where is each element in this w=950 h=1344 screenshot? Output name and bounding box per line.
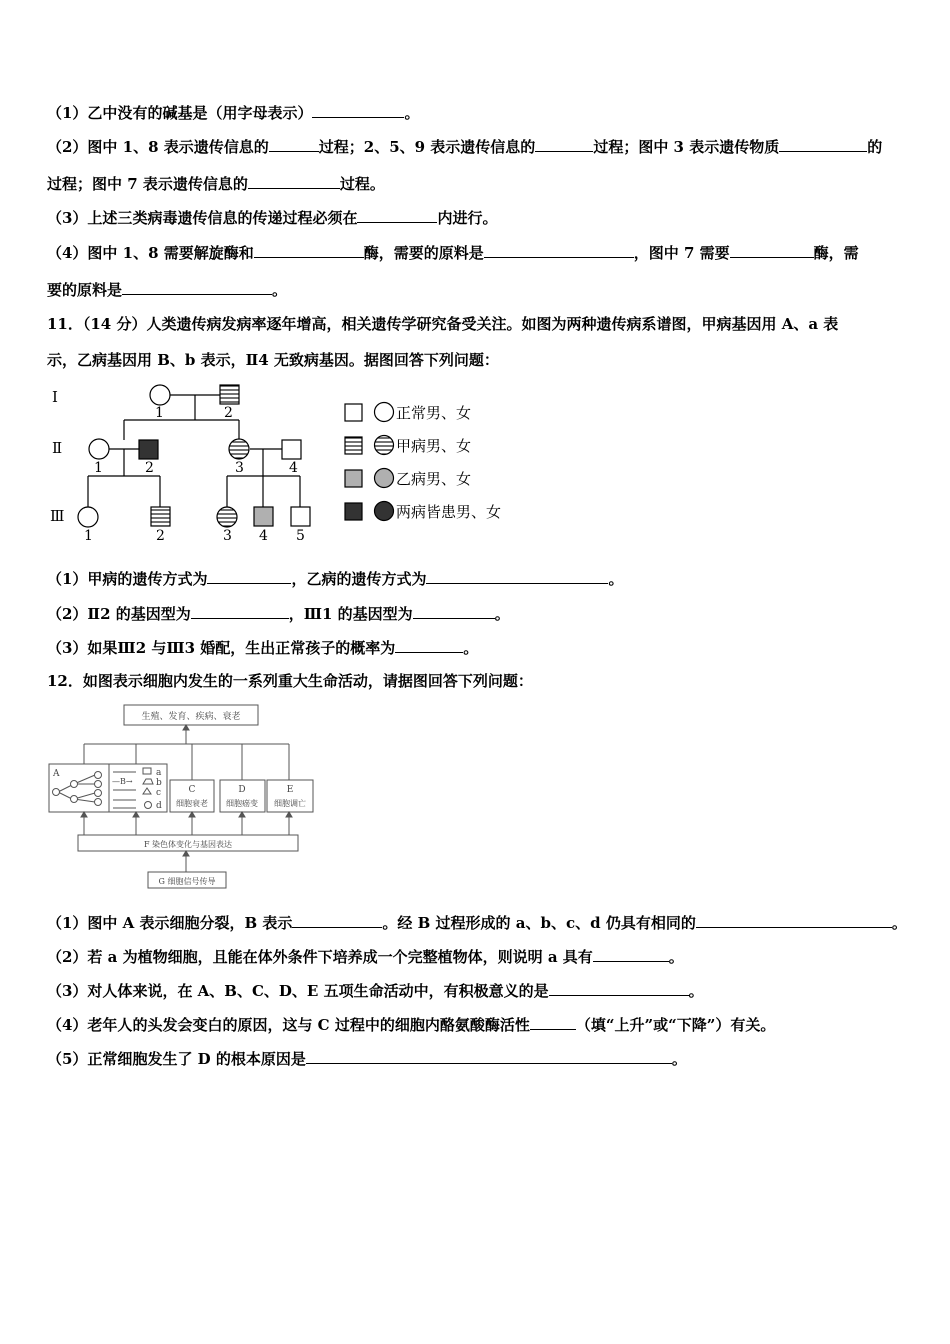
answer-blank[interactable] bbox=[730, 242, 814, 258]
pedigree-number: 4 bbox=[289, 460, 298, 476]
q10-line-5: （4）图中 1、8 需要解旋酶和 酶，需要的原料是 ，图中 7 需要 酶，需 bbox=[47, 244, 859, 262]
pedigree-number: 2 bbox=[145, 460, 154, 476]
generation-label-II: Ⅱ bbox=[52, 439, 63, 457]
q10-line-3: 过程；图中 7 表示遗传信息的 过程。 bbox=[47, 175, 385, 193]
answer-blank[interactable] bbox=[357, 207, 437, 223]
pedigree-number: 4 bbox=[259, 528, 268, 544]
answer-blank[interactable] bbox=[207, 568, 291, 584]
cell-activity-diagram bbox=[46, 702, 321, 890]
q10-line-6: 要的原料是 。 bbox=[47, 281, 288, 299]
diagram-G-label: G 细胞信号传导 bbox=[158, 877, 216, 886]
diagram-C-text: 细胞衰老 bbox=[176, 799, 208, 808]
pedigree-number: 1 bbox=[84, 528, 93, 544]
pedigree-number: 5 bbox=[296, 528, 305, 544]
diagram-item-b: b bbox=[156, 778, 162, 788]
answer-blank[interactable] bbox=[535, 136, 593, 152]
diagram-D-text: 细胞癌变 bbox=[226, 799, 258, 808]
answer-blank[interactable] bbox=[779, 136, 867, 152]
q11-sub-3: （3）如果Ⅲ2 与Ⅲ3 婚配，生出正常孩子的概率为 。 bbox=[47, 639, 479, 657]
pedigree-III4-yi-male bbox=[254, 507, 273, 526]
diagram-E-letter: E bbox=[286, 785, 294, 795]
answer-blank[interactable] bbox=[254, 242, 364, 258]
pedigree-III5-normal-male bbox=[291, 507, 310, 526]
diagram-item-d: d bbox=[156, 801, 162, 811]
pedigree-III3-jia-female bbox=[217, 507, 237, 527]
diagram-C-letter: C bbox=[188, 785, 196, 795]
pedigree-I1-normal-female bbox=[150, 385, 170, 405]
answer-blank[interactable] bbox=[312, 102, 404, 118]
q12-sub-3: （3）对人体来说，在 A、B、C、D、E 五项生命活动中，有积极意义的是 。 bbox=[47, 982, 704, 1000]
q10-line-2: （2）图中 1、8 表示遗传信息的 过程；2、5、9 表示遗传信息的 过程；图中 3 表示遗传物质 的 bbox=[47, 138, 883, 156]
pedigree-II2-both-male bbox=[139, 440, 158, 459]
q12-heading: 12．如图表示细胞内发生的一系列重大生命活动，请据图回答下列问题： bbox=[47, 672, 533, 690]
q12-sub-5: （5）正常细胞发生了 D 的根本原因是 。 bbox=[47, 1050, 687, 1068]
answer-blank[interactable] bbox=[530, 1014, 576, 1030]
legend-normal: 正常男、女 bbox=[396, 404, 472, 422]
answer-blank[interactable] bbox=[484, 242, 634, 258]
generation-label-III: Ⅲ bbox=[50, 507, 65, 525]
answer-blank[interactable] bbox=[549, 980, 689, 996]
answer-blank[interactable] bbox=[413, 603, 495, 619]
answer-blank[interactable] bbox=[306, 1048, 672, 1064]
pedigree-chart bbox=[40, 380, 540, 550]
diagram-top-label: 生殖、发育、疾病、衰老 bbox=[141, 712, 241, 722]
pedigree-number: 2 bbox=[224, 405, 233, 421]
answer-blank[interactable] bbox=[395, 637, 463, 653]
answer-blank[interactable] bbox=[122, 279, 272, 295]
answer-blank[interactable] bbox=[426, 568, 608, 584]
q12-sub-1: （1）图中 A 表示细胞分裂，B 表示 。经 B 过程形成的 a、b、c、d 仍具有相同的 。 bbox=[47, 914, 907, 932]
pedigree-number: 1 bbox=[94, 460, 103, 476]
diagram-E-text: 细胞调亡 bbox=[274, 799, 306, 808]
answer-blank[interactable] bbox=[292, 912, 382, 928]
diagram-D-letter: D bbox=[238, 785, 246, 795]
pedigree-number: 1 bbox=[155, 405, 164, 421]
answer-blank[interactable] bbox=[248, 173, 340, 189]
q11-sub-1: （1）甲病的遗传方式为 ，乙病的遗传方式为 。 bbox=[47, 570, 624, 588]
legend-yi: 乙病男、女 bbox=[396, 470, 472, 488]
q11-heading-1: 11．（14 分）人类遗传病发病率逐年增高，相关遗传学研究备受关注。如图为两种遗传病系谱图，甲病基因用 A、a 表 bbox=[47, 315, 839, 333]
pedigree-II3-jia-female bbox=[229, 439, 249, 459]
pedigree-I2-jia-male bbox=[220, 385, 239, 404]
legend-both: 两病皆患男、女 bbox=[396, 503, 502, 521]
q11-sub-2: （2）Ⅱ2 的基因型为 ，Ⅲ1 的基因型为 。 bbox=[47, 605, 510, 623]
answer-blank[interactable] bbox=[191, 603, 289, 619]
answer-blank[interactable] bbox=[696, 912, 892, 928]
diagram-item-c: c bbox=[156, 788, 162, 798]
generation-label-I: Ⅰ bbox=[52, 388, 58, 406]
pedigree-legend bbox=[345, 403, 501, 522]
pedigree-II1-normal-female bbox=[89, 439, 109, 459]
q12-sub-4: （4）老年人的头发会变白的原因，这与 C 过程中的细胞内酪氨酸酶活性 （填“上升”或“下降”）有关。 bbox=[47, 1016, 776, 1034]
diagram-B-label: —B→ bbox=[112, 777, 133, 786]
pedigree-number: 3 bbox=[235, 460, 244, 476]
pedigree-number: 3 bbox=[223, 528, 232, 544]
legend-jia: 甲病男、女 bbox=[396, 437, 472, 455]
pedigree-II4-normal-male bbox=[282, 440, 301, 459]
pedigree-III2-jia-male bbox=[151, 507, 170, 526]
diagram-F-label: F 染色体变化与基因表达 bbox=[143, 840, 233, 849]
q12-sub-2: （2）若 a 为植物细胞，且能在体外条件下培养成一个完整植物体，则说明 a 具有 。 bbox=[47, 948, 684, 966]
q10-line-1: （1）乙中没有的碱基是（用字母表示） 。 bbox=[47, 104, 420, 122]
q10-text: （1）乙中没有的碱基是（用字母表示） bbox=[47, 104, 313, 122]
pedigree-number: 2 bbox=[156, 528, 165, 544]
diagram-A-label: A bbox=[53, 769, 60, 779]
answer-blank[interactable] bbox=[269, 136, 319, 152]
q11-heading-2: 示，乙病基因用 B、b 表示，Ⅱ4 无致病基因。据图回答下列问题： bbox=[47, 351, 499, 369]
diagram-item-a: a bbox=[156, 768, 162, 778]
answer-blank[interactable] bbox=[593, 946, 669, 962]
pedigree-III1-normal-female bbox=[78, 507, 98, 527]
q10-line-4: （3）上述三类病毒遗传信息的传递过程必须在 内进行。 bbox=[47, 209, 498, 227]
